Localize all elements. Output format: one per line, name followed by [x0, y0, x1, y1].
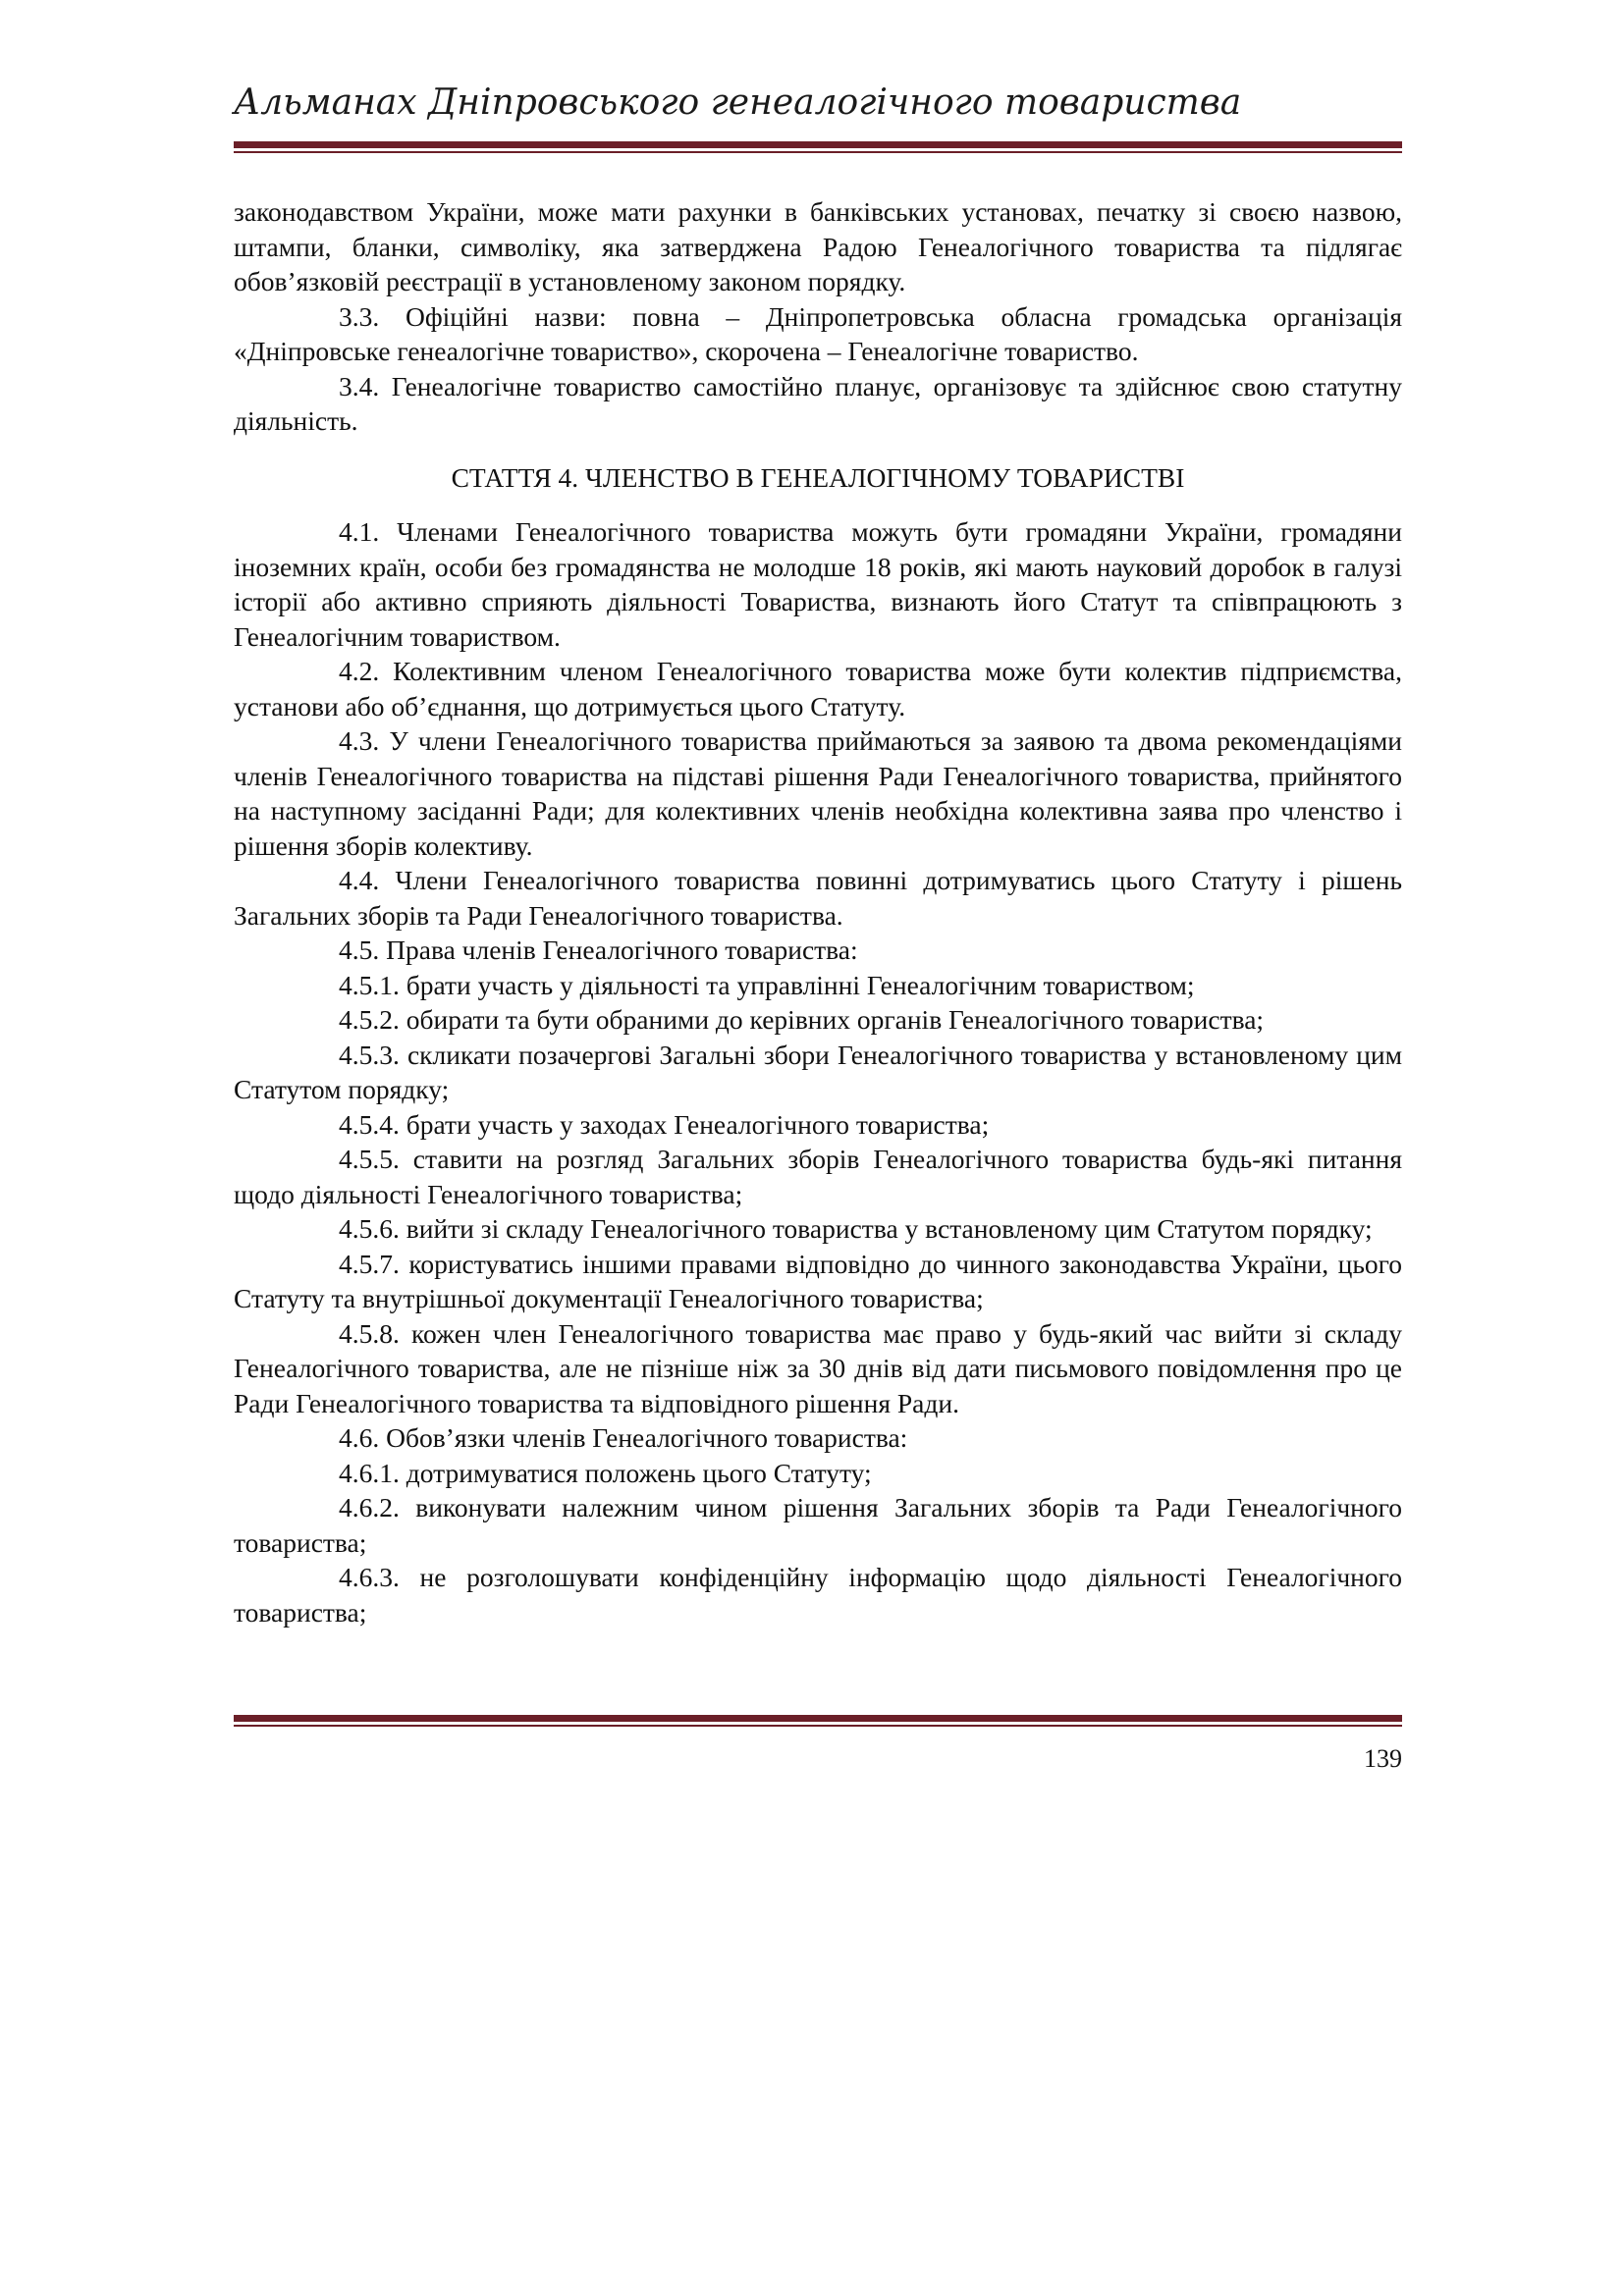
- header-rule-thin-line: [234, 151, 1402, 153]
- header-rule: [234, 141, 1402, 153]
- section-heading: СТАТТЯ 4. ЧЛЕНСТВО В ГЕНЕАЛОГІЧНОМУ ТОВАРИСТВІ: [451, 461, 1185, 493]
- footer-rule-thick-line: [234, 1715, 1402, 1722]
- paragraph-4-1: 4.1. Членами Генеалогічного товариства можуть бути громадяни України, громадяни іноземних країн, особи без громадянства не молодше 18 років, які мають науковий доробок в галузі історії або активно сприяють діяльності Товариства, визнають його Статут та співпрацюють з Генеалогічним товариством.: [234, 516, 1402, 652]
- paragraph-4-5-3: 4.5.3. скликати позачергові Загальні збори Генеалогічного товариства у встановленому цим Статутом порядку;: [234, 1039, 1402, 1104]
- page-number: 139: [1364, 1744, 1402, 1773]
- paragraph-4-5-7: 4.5.7. користуватись іншими правами відповідно до чинного законодавства України, цього Статуту та внутрішньої документації Генеалогічного товариства;: [234, 1248, 1402, 1313]
- paragraph-4-6-1: 4.6.1. дотримуватися положень цього Статуту;: [339, 1457, 872, 1488]
- paragraph-4-5-5: 4.5.5. ставити на розгляд Загальних зборів Генеалогічного товариства будь-які питання щодо діяльності Генеалогічного товариства;: [234, 1144, 1402, 1209]
- footer-rule: [234, 1715, 1402, 1727]
- paragraph-4-5: 4.5. Права членів Генеалогічного товариства:: [339, 934, 858, 965]
- paragraph-4-6-2: 4.6.2. виконувати належним чином рішення Загальних зборів та Ради Генеалогічного товариства;: [234, 1492, 1402, 1558]
- paragraph-4-6: 4.6. Обов’язки членів Генеалогічного товариства:: [339, 1422, 908, 1453]
- running-header-title: Альманах Дніпровського генеалогічного товариства: [234, 82, 1242, 123]
- paragraph-3-3: 3.3. Офіційні назви: повна – Дніпропетровська обласна громадська організація «Дніпровське генеалогічне товариство», скорочена – Генеалогічне товариство.: [234, 300, 1402, 366]
- paragraph-4-5-2: 4.5.2. обирати та бути обраними до керівних органів Генеалогічного товариства;: [339, 1004, 1265, 1035]
- paragraph-4-5-1: 4.5.1. брати участь у діяльності та управлінні Генеалогічним товариством;: [339, 969, 1195, 1000]
- paragraph-4-4: 4.4. Члени Генеалогічного товариства повинні дотримуватись цього Статуту і рішень Загальних зборів та Ради Генеалогічного товариства.: [234, 865, 1402, 931]
- body-text: [234, 194, 1402, 1629]
- footer-rule-thin-line: [234, 1725, 1402, 1727]
- header-rule-thick-line: [234, 141, 1402, 148]
- paragraph-4-5-8: 4.5.8. кожен член Генеалогічного товариства має право у будь-який час вийти зі складу Генеалогічного товариства, але не пізніше ніж за 30 днів від дати письмового повідомлення про це Ради Генеалогічного товариства та відповідного рішення Ради.: [234, 1317, 1402, 1418]
- paragraph-3-4: 3.4. Генеалогічне товариство самостійно планує, організовує та здійснює свою статутну діяльність.: [234, 370, 1402, 436]
- paragraph-4-6-3: 4.6.3. не розголошувати конфіденційну інформацію щодо діяльності Генеалогічного товариства;: [234, 1562, 1402, 1628]
- paragraph-continuation: законодавством України, може мати рахунки в банківських установах, печатку зі своєю назвою, штампи, бланки, символіку, яка затверджена Радою Генеалогічного товариства та підлягає обов’язковій реєстрації в установленому законом порядку.: [234, 196, 1402, 296]
- paragraph-4-5-4: 4.5.4. брати участь у заходах Генеалогічного товариства;: [339, 1108, 990, 1140]
- paragraph-4-5-6: 4.5.6. вийти зі складу Генеалогічного товариства у встановленому цим Статутом порядку;: [339, 1213, 1373, 1244]
- paragraph-4-3: 4.3. У члени Генеалогічного товариства приймаються за заявою та двома рекомендаціями членів Генеалогічного товариства на підставі рішення Ради Генеалогічного товариства, прийнятого на наступному засіданні Ради; для колективних членів необхідна колективна заява про членство і рішення зборів колективу.: [234, 725, 1402, 861]
- paragraph-4-2: 4.2. Колективним членом Генеалогічного товариства може бути колектив підприємства, установи або об’єднання, що дотримується цього Статуту.: [234, 656, 1402, 721]
